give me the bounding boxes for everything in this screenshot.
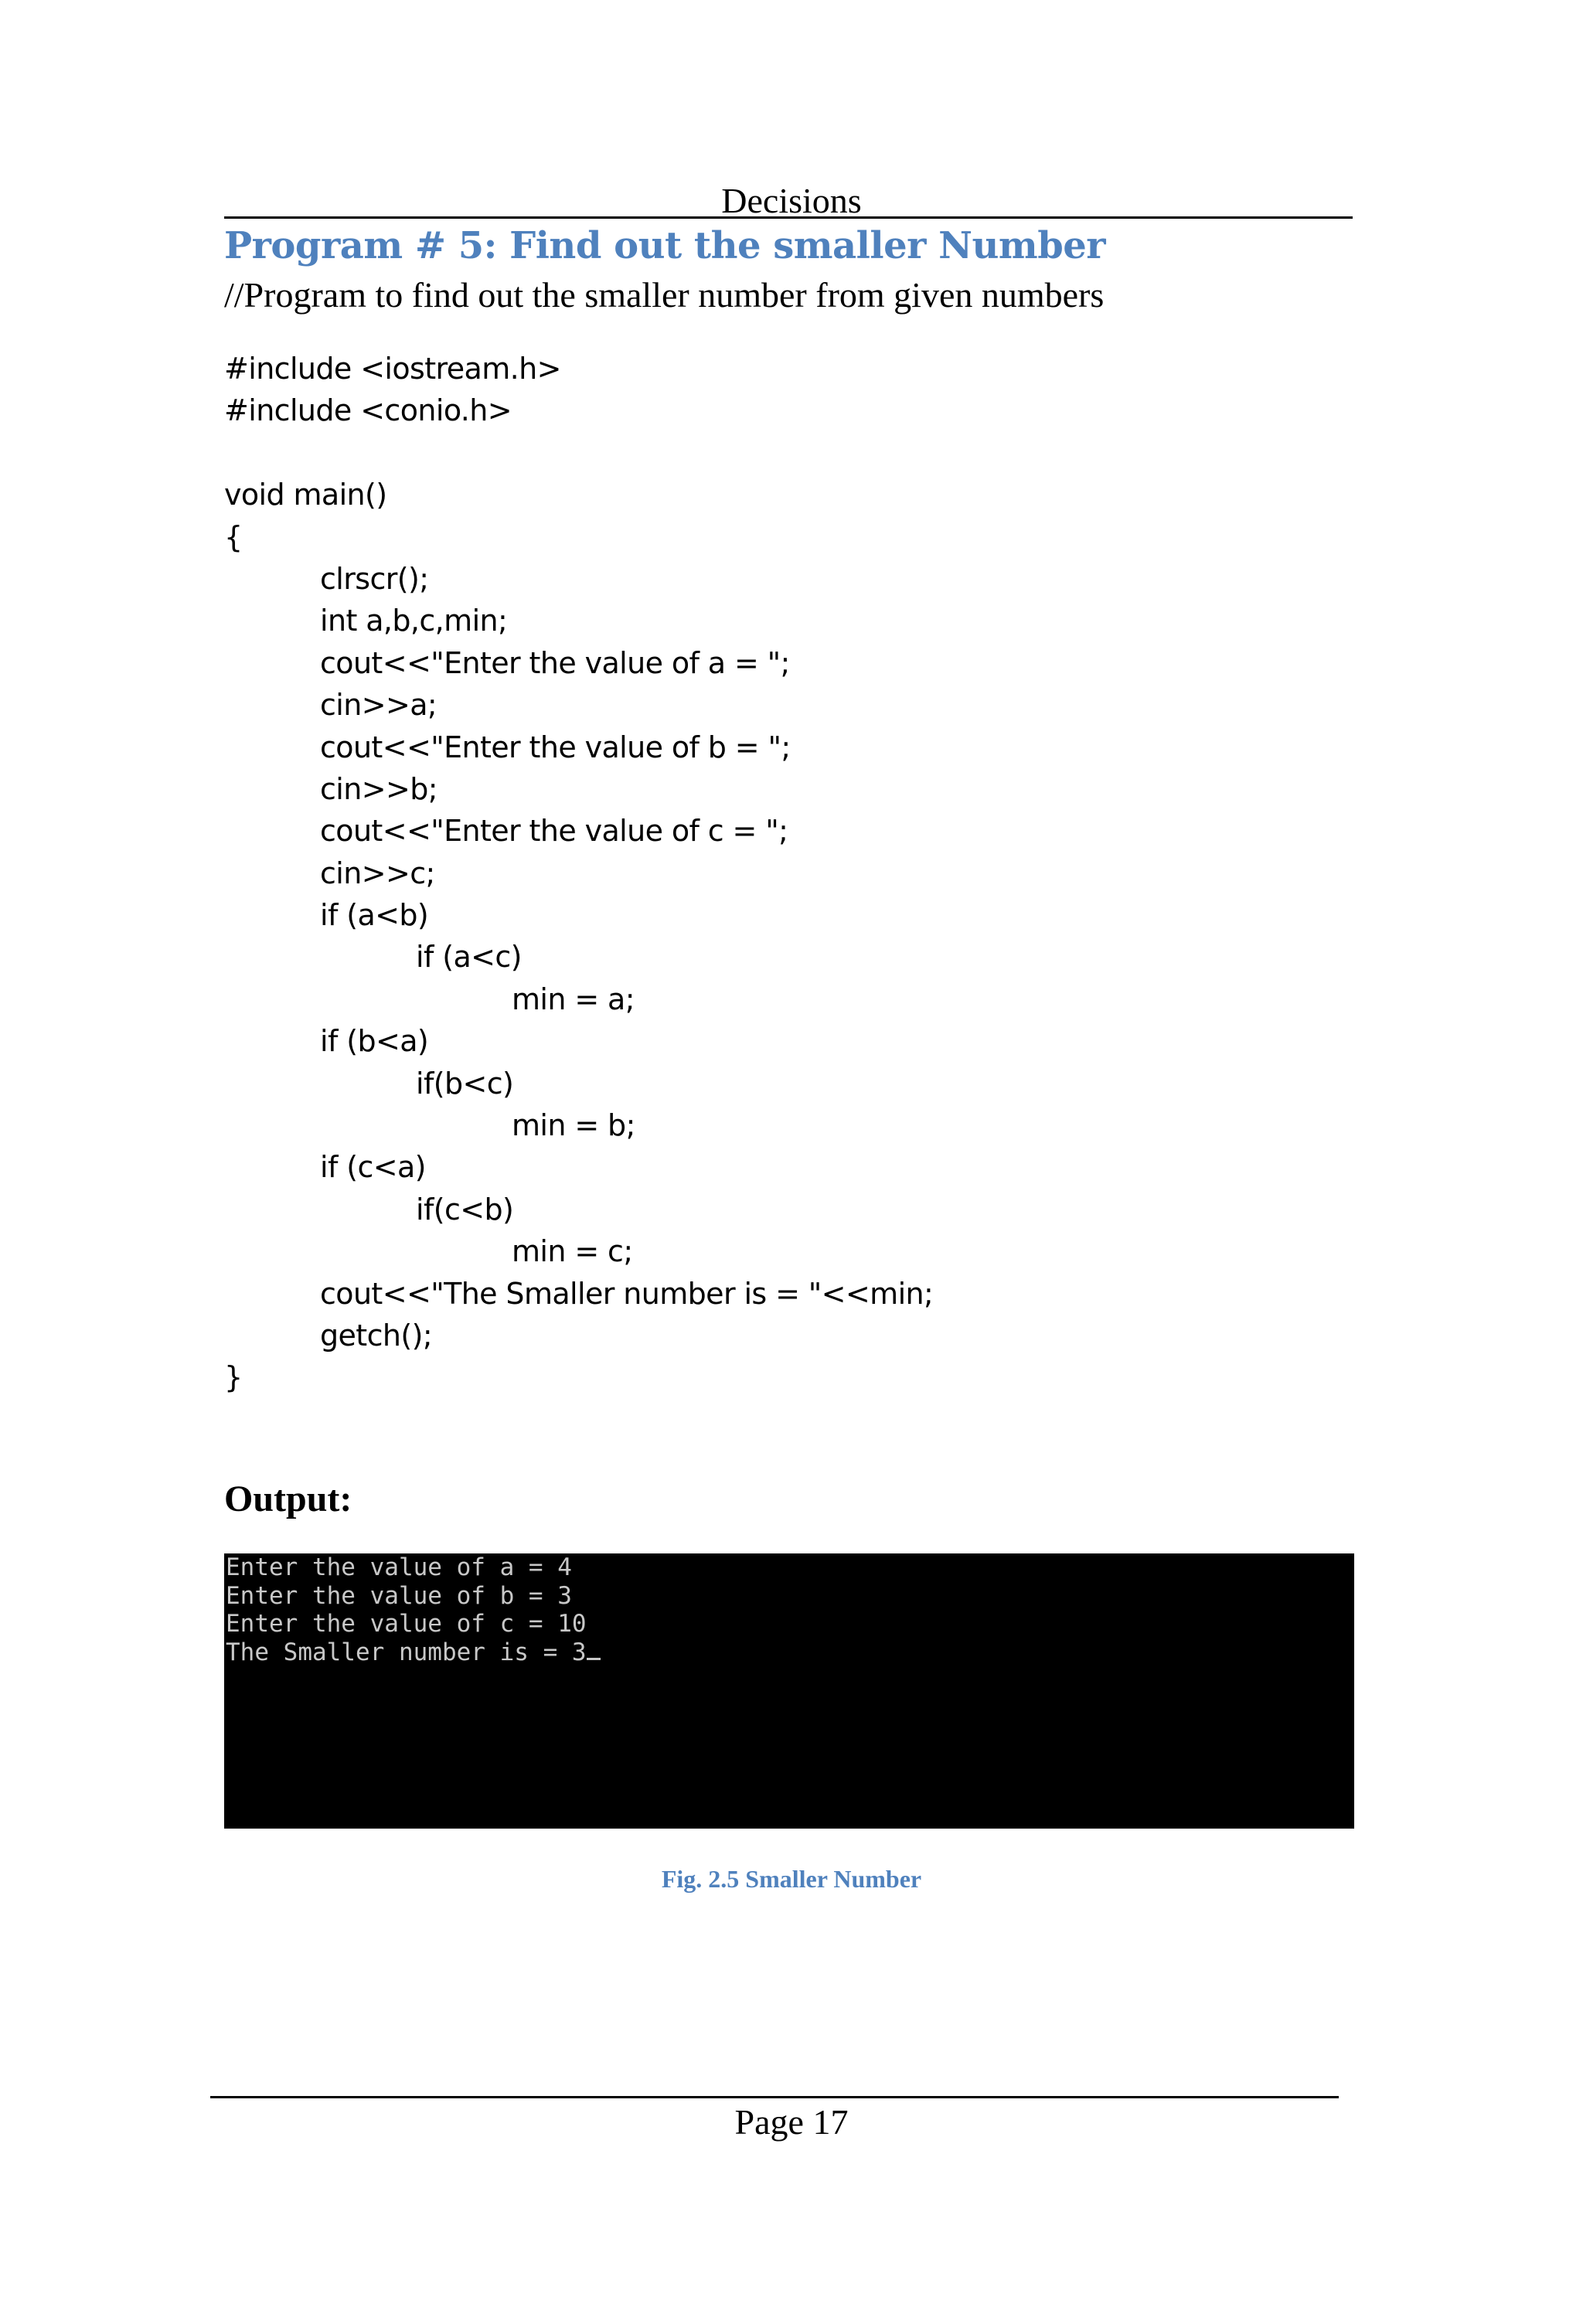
code-line: min = c; — [512, 1234, 633, 1269]
running-header: Decisions — [721, 181, 862, 220]
code-line: } — [224, 1360, 243, 1395]
code-line: min = a; — [512, 982, 635, 1016]
code-line: cin>>b; — [320, 771, 437, 806]
code-line: if(c<b) — [416, 1192, 514, 1227]
figure-caption: Fig. 2.5 Smaller Number — [661, 1865, 922, 1893]
code-line: if(b<c) — [416, 1066, 514, 1101]
code-line: if (b<a) — [320, 1024, 429, 1059]
code-line: cin>>a; — [320, 688, 437, 723]
code-line: int a,b,c,min; — [320, 604, 508, 638]
code-line: { — [224, 519, 243, 554]
code-line: cout<<"Enter the value of a = "; — [320, 645, 790, 680]
code-line-blank — [224, 432, 1384, 474]
code-line: cin>>c; — [320, 856, 435, 890]
console-output-screenshot — [224, 1553, 1354, 1829]
program-heading: Program # 5: Find out the smaller Number — [224, 224, 1106, 267]
program-comment: //Program to find out the smaller number from given numbers — [224, 275, 1105, 315]
code-line: cout<<"Enter the value of c = "; — [320, 814, 788, 849]
code-line: cout<<"The Smaller number is = "<<min; — [320, 1276, 934, 1311]
console-text — [226, 1553, 601, 1666]
code-line: if (a<c) — [416, 940, 522, 975]
console-line-last — [226, 1638, 601, 1667]
code-line: void main() — [224, 478, 387, 512]
console-line: Enter the value of b = 3 — [226, 1581, 572, 1610]
code-line: cout<<"Enter the value of b = "; — [320, 730, 791, 764]
code-line: if (c<a) — [320, 1150, 426, 1185]
code-line: min = b; — [512, 1108, 635, 1143]
output-heading: Output: — [224, 1478, 352, 1519]
code-line: getch(); — [320, 1318, 433, 1353]
code-line: if (a<b) — [320, 898, 429, 933]
console-line-text: The Smaller number is = 3 — [226, 1638, 587, 1666]
footer-rule — [210, 2096, 1339, 2098]
page-number: Page 17 — [734, 2102, 849, 2142]
code-listing — [224, 348, 1384, 1399]
code-line: #include <iostream.h> — [224, 352, 561, 386]
header-rule — [224, 216, 1353, 219]
cursor-icon — [587, 1639, 601, 1660]
console-line: Enter the value of c = 10 — [226, 1610, 587, 1638]
console-line: Enter the value of a = 4 — [226, 1553, 572, 1581]
code-line: #include <conio.h> — [224, 393, 512, 428]
code-line: clrscr(); — [320, 561, 429, 596]
